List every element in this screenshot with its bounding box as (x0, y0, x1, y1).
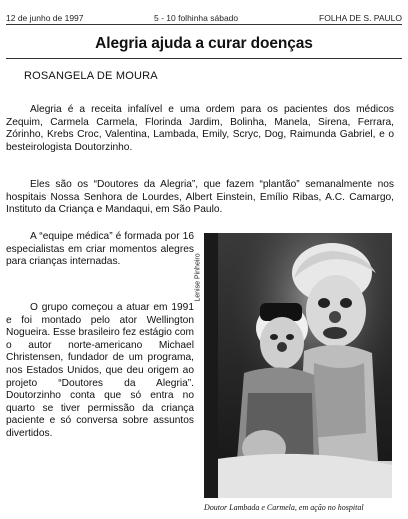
photo-credit (194, 238, 204, 318)
paragraph-3: A “equipe médica” é formada por 16 especialistas em criar momentos alegres para crianças internadas. (6, 231, 194, 268)
header-section: 5 - 10 folhinha sábado (154, 13, 239, 23)
article-photo (204, 233, 392, 498)
header-date: 12 de junho de 1997 (6, 13, 84, 23)
clowns-photo-image (204, 233, 392, 498)
page-header (0, 0, 408, 22)
byline: ROSANGELA DE MOURA (24, 70, 158, 82)
header-publication: FOLHA DE S. PAULO (319, 13, 402, 23)
paragraph-2: Eles são os “Doutores da Alegria”, que fazem “plantão” semanalmente nos hospitais Nossa Senhora de Lourdes, Albert Einstein, Emílio Ribas, A.C. Camargo, Instituto da Criança e Mandaqui, em São Paulo. (6, 179, 394, 216)
headline-rule (6, 58, 402, 59)
paragraph-4: O grupo começou a atuar em 1991 e foi montado pelo ator Wellington Nogueira. Esse brasileiro fez estágio com o autor norte-americano Michael Christensen, fundador de um programa, nos Estados Unidos, que deu origem ao projeto “Doutores da Alegria”. Doutorzinho conta que só entra no quarto se tiver permissão da criança paciente e só conversa sobre assuntos divertidos. (6, 302, 194, 439)
photo-credit-text: Lenise Pinheiro (194, 253, 202, 302)
header-rule (6, 24, 402, 25)
photo-caption: Doutor Lambada e Carmela, em ação no hospital (204, 503, 364, 512)
paragraph-1: Alegria é a receita infalível e uma ordem para os pacientes dos médicos Zequim, Carmela Carmela, Florinda Jardim, Bolinha, Manela, Sirena, Ferrara, Zórinho, Krebs Croc, Valentina, Lambada, Emily, Scryc, Dog, Raimunda Gabriel, e o besteirologista Doutorzinho. (6, 104, 394, 153)
headline: Alegria ajuda a curar doenças (95, 35, 313, 52)
